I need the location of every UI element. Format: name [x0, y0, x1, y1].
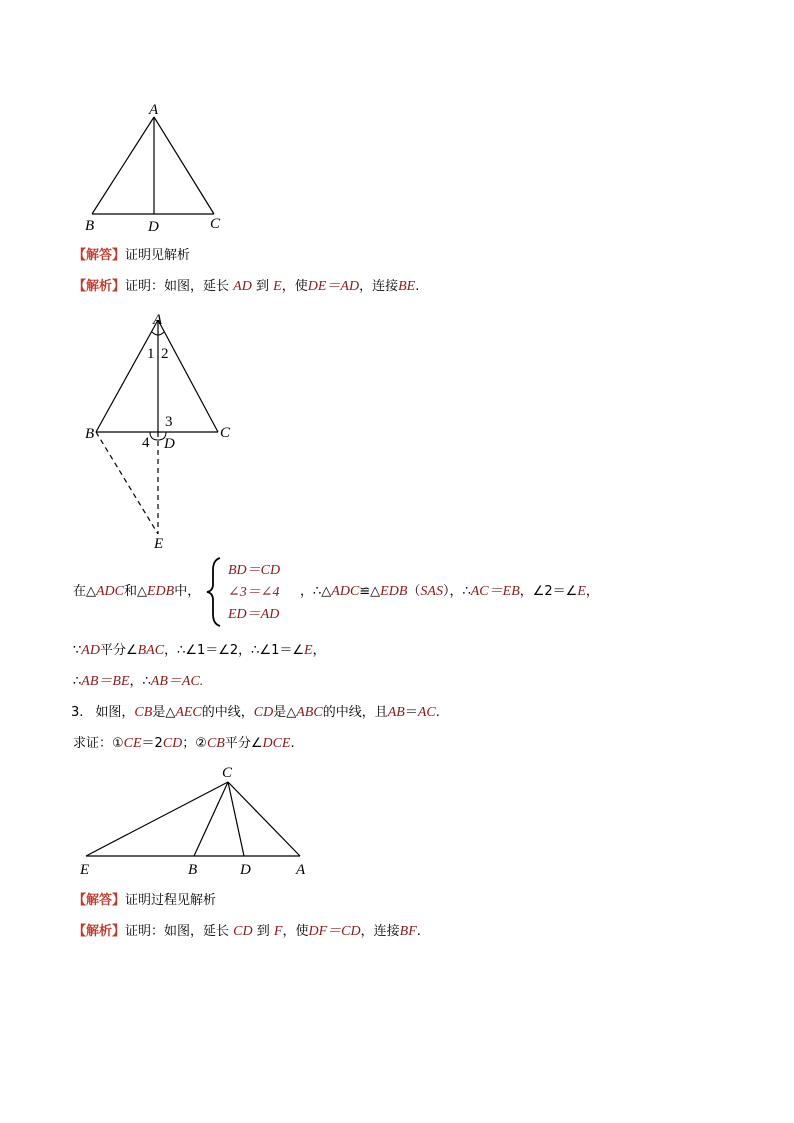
label-a: A	[149, 102, 159, 118]
brace-icon	[204, 556, 224, 628]
label-angle-1: 1	[147, 346, 155, 362]
label-a: A	[153, 312, 163, 328]
figure-extended-triangle	[80, 306, 250, 556]
label-c: C	[210, 216, 221, 232]
problem-3: 3. 如图，CB是△AEC的中线，CD是△ABC的中线，且AB＝AC.	[71, 705, 440, 720]
label-b: B	[85, 426, 95, 442]
analysis-3: 【解析】证明：如图，延长 CD 到 F，使DF＝CD，连接BF.	[73, 924, 421, 939]
segment-ab	[92, 117, 154, 214]
segment-cb	[194, 782, 228, 856]
system-conclusion: ，∴△ADC≌△EDB（SAS），∴AC＝EB，∠2＝∠E，	[300, 584, 599, 599]
system-row-1: BD＝CD	[228, 563, 281, 578]
system-row-2: ∠3＝∠4	[228, 585, 280, 600]
label-angle-2: 2	[161, 346, 169, 362]
label-d: D	[164, 436, 175, 452]
segment-ce	[86, 782, 228, 856]
prove-3: 求证：①CE＝2CD；②CB平分∠DCE.	[73, 736, 295, 751]
segment-cd	[228, 782, 244, 856]
line-conclude: ∴AB＝BE，∴AB＝AC.	[73, 674, 204, 689]
label-a: A	[296, 862, 306, 878]
segment-ac	[154, 117, 214, 214]
label-b: B	[85, 218, 95, 234]
label-b: B	[188, 862, 198, 878]
answer-1: 【解答】证明见解析	[73, 248, 191, 263]
segment-ab	[96, 320, 158, 432]
label-e: E	[80, 862, 90, 878]
line-bisect: ∵AD平分∠BAC，∴∠1＝∠2，∴∠1＝∠E，	[73, 643, 326, 658]
analysis-1: 【解析】证明：如图，延长 AD 到 E，使DE＝AD，连接BE.	[73, 279, 420, 294]
label-d: D	[240, 862, 251, 878]
label-angle-3: 3	[165, 414, 173, 430]
segment-ca	[228, 782, 300, 856]
label-angle-4: 4	[142, 435, 150, 451]
label-e: E	[154, 536, 164, 552]
label-c: C	[220, 425, 231, 441]
system-intro: 在△ADC和△EDB中，	[73, 584, 201, 599]
figure-triangle-aec	[76, 760, 326, 885]
figure-triangle-abc	[80, 100, 240, 240]
answer-3: 【解答】证明过程见解析	[73, 893, 217, 908]
label-c: C	[222, 765, 233, 781]
system-row-3: ED＝AD	[228, 607, 280, 622]
label-d: D	[148, 219, 159, 235]
system-rows	[228, 560, 280, 626]
